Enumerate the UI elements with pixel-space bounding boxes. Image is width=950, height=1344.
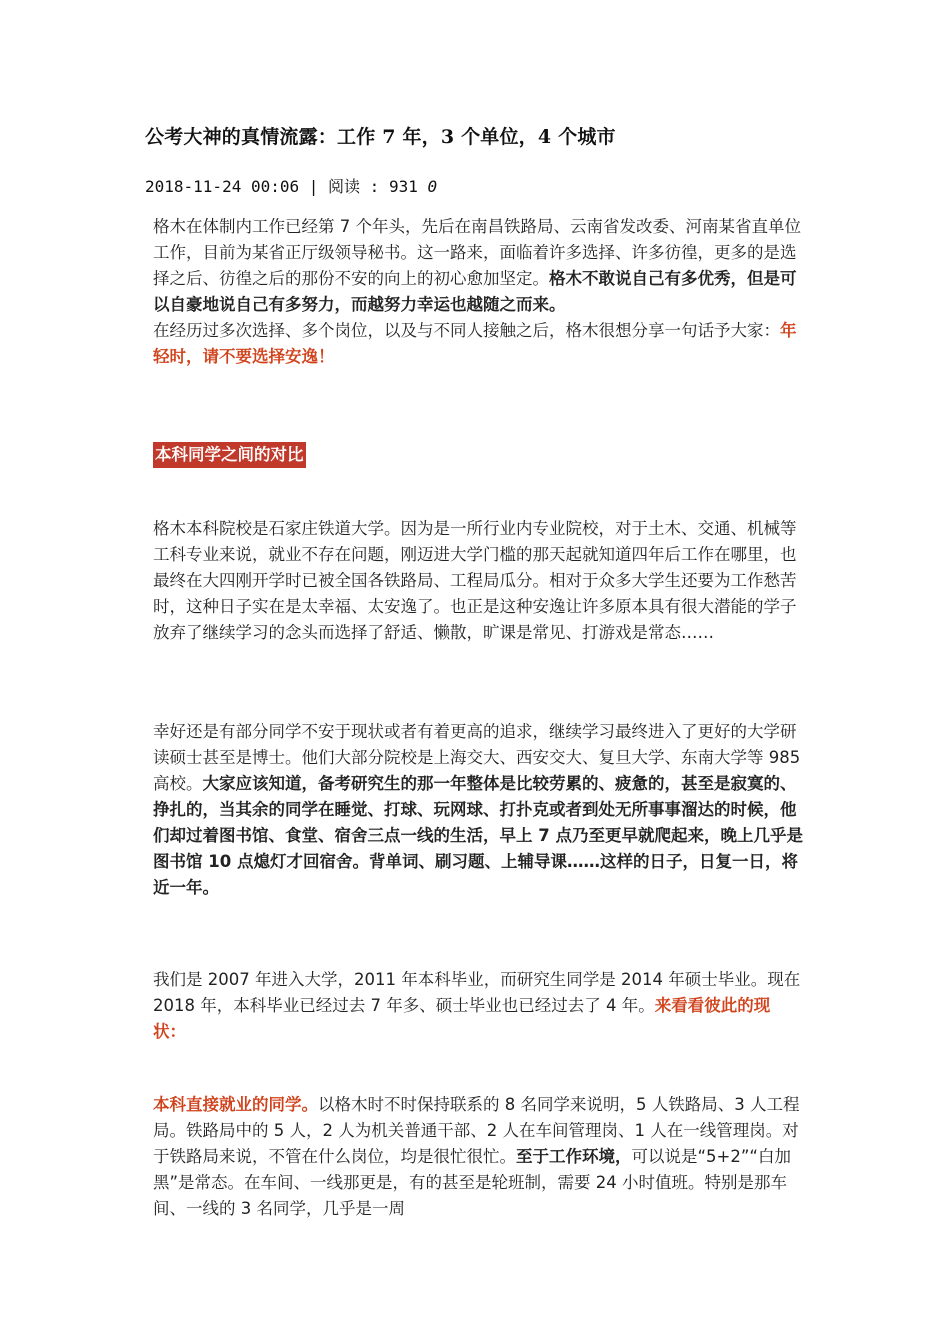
paragraph-plain: 以格木时不时保持联系的 8 名同学来说明，5 人铁路局、3 人工程局。铁路局中的 5 人，2 人为机关普通干部、2 人在车间管理岗、1 人在一线管理岗。对于铁路局来说，不管在什么岗位，均是很忙很忙。 bbox=[153, 1095, 800, 1166]
intro-text-2: 在经历过多次选择、多个岗位，以及与不同人接触之后，格木很想分享一句话予大家： bbox=[153, 321, 780, 340]
reads-count: 931 bbox=[388, 177, 418, 196]
section-heading: 本科同学之间的对比 bbox=[153, 442, 306, 468]
section-paragraph-3 bbox=[153, 967, 803, 1045]
section-heading-block bbox=[153, 442, 803, 468]
section-paragraph-4 bbox=[153, 1092, 803, 1222]
section-paragraph-2 bbox=[153, 719, 803, 901]
section-paragraph-1 bbox=[153, 516, 803, 646]
meta-separator: | bbox=[299, 177, 329, 196]
publish-date: 2018-11-24 00:06 bbox=[145, 177, 300, 196]
article-title: 公考大神的真情流露：工作 7 年，3 个单位，4 个城市 bbox=[145, 126, 616, 148]
article-meta bbox=[145, 174, 437, 197]
meta-trailing-value: 0 bbox=[427, 177, 438, 196]
intro-highlight: 年轻时，请不要选择安逸！ bbox=[153, 321, 797, 366]
paragraph-text bbox=[153, 1092, 803, 1222]
intro-paragraph-1 bbox=[153, 214, 803, 318]
intro-paragraph-2 bbox=[153, 318, 803, 370]
paragraph-plain-2: 可以说是“5+2”“白加黑”是常态。在车间、一线那更是，有的甚至是轮班制，需要 24 小时值班。特别是那车间、一线的 3 名同学，几乎是一周 bbox=[153, 1147, 791, 1218]
reads-label: 阅读 : bbox=[328, 177, 389, 196]
paragraph-text bbox=[153, 719, 803, 901]
paragraph-highlight: 来看看彼此的现状： bbox=[153, 996, 771, 1041]
intro-block bbox=[153, 214, 803, 370]
paragraph-highlight: 本科直接就业的同学。 bbox=[153, 1095, 318, 1114]
intro-text: 格木在体制内工作已经第 7 个年头，先后在南昌铁路局、云南省发改委、河南某省直单位工作，目前为某省正厅级领导秘书。这一路来，面临着许多选择、许多彷徨，更多的是选择之后、彷徨之后的那份不安的向上的初心愈加坚定。 bbox=[153, 217, 801, 288]
paragraph-bold: 至于工作环境， bbox=[516, 1147, 632, 1166]
paragraph-plain: 幸好还是有部分同学不安于现状或者有着更高的追求，继续学习最终进入了更好的大学研读硕士甚至是博士。他们大部分院校是上海交大、西安交大、复旦大学、东南大学等 985 高校。 bbox=[153, 722, 801, 793]
paragraph-text: 格木本科院校是石家庄铁道大学。因为是一所行业内专业院校，对于土木、交通、机械等工科专业来说，就业不存在问题，刚迈进大学门槛的那天起就知道四年后工作在哪里，也最终在大四刚开学时已被全国各铁路局、工程局瓜分。相对于众多大学生还要为工作愁苦时，这种日子实在是太幸福、太安逸了。也正是这种安逸让许多原本具有很大潜能的学子放弃了继续学习的念头而选择了舒适、懒散，旷课是常见、打游戏是常态…… bbox=[153, 519, 797, 642]
paragraph-text bbox=[153, 967, 803, 1045]
paragraph-plain: 我们是 2007 年进入大学，2011 年本科毕业，而研究生同学是 2014 年硕士毕业。现在 2018 年，本科毕业已经过去 7 年多、硕士毕业也已经过去了 4 年。 bbox=[153, 970, 801, 1015]
paragraph-bold: 大家应该知道，备考研究生的那一年整体是比较劳累的、疲惫的，甚至是寂寞的、挣扎的，当其余的同学在睡觉、打球、玩网球、打扑克或者到处无所事事溜达的时候，他们却过着图书馆、食堂、宿舍三点一线的生活，早上 7 点乃至更早就爬起来，晚上几乎是图书馆 10 点熄灯才回宿舍。背单词、刷习题、上辅导课……这样的日子，日复一日，将近一年。 bbox=[153, 774, 803, 897]
intro-bold-text: 格木不敢说自己有多优秀，但是可以自豪地说自己有多努力，而越努力幸运也越随之而来。 bbox=[153, 269, 797, 314]
